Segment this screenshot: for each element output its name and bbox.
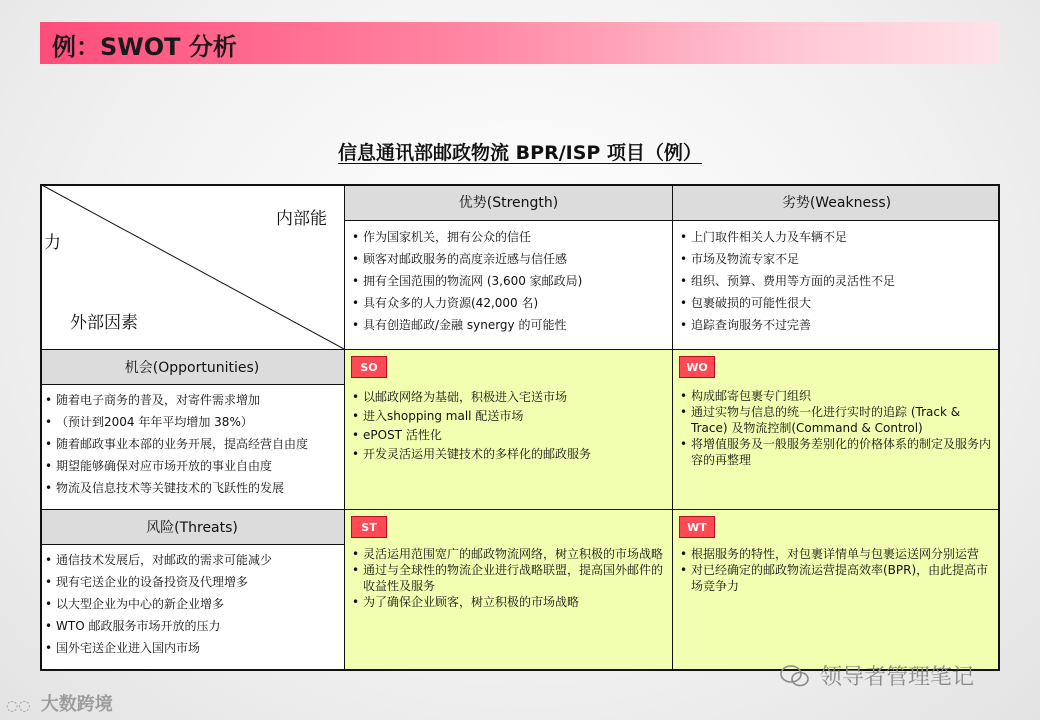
list-item: • 具有众多的人力资源(42,000 名) (351, 292, 666, 314)
title-bar (40, 22, 1000, 64)
wechat-icon (780, 665, 810, 687)
list-item: • 具有创造邮政/金融 synergy 的可能性 (351, 314, 666, 336)
opportunities-list (44, 389, 340, 499)
list-item: • 为了确保企业顾客，树立积极的市场战略 (351, 594, 663, 610)
weakness-cell (673, 221, 1000, 349)
internal-label-wrap: 力 (44, 233, 61, 253)
corner-cell (40, 184, 344, 349)
list-item: • 以邮政网络为基础，积极进入宅送市场 (351, 388, 663, 407)
opportunities-cell (40, 385, 344, 509)
wo-list (679, 388, 991, 468)
subtitle-text: 信息通讯部邮政物流 BPR/ISP 项目（例） (338, 142, 702, 164)
strength-header (345, 184, 672, 220)
wt-list (679, 546, 991, 594)
grid-line (40, 509, 1000, 510)
so-cell (345, 350, 672, 509)
list-item: • 物流及信息技术等关键技术的飞跃性的发展 (44, 477, 340, 499)
grid-line (344, 184, 345, 671)
list-item: • 随着电子商务的普及，对寄件需求增加 (44, 389, 340, 411)
list-item: • 顾客对邮政服务的高度亲近感与信任感 (351, 248, 666, 270)
so-tag: SO (351, 356, 387, 378)
so-list (351, 388, 663, 464)
grid-line (40, 544, 344, 545)
threats-header-text: 风险(Threats) (146, 520, 238, 536)
opportunities-header-text: 机会(Opportunities) (124, 360, 260, 376)
watermark-logo-icon: ◌◌ (6, 698, 31, 714)
list-item: • WTO 邮政服务市场开放的压力 (44, 615, 340, 637)
weakness-header-text: 劣势(Weakness) (781, 195, 892, 211)
list-item: • 作为国家机关，拥有公众的信任 (351, 226, 666, 248)
list-item: • 随着邮政事业本部的业务开展，提高经营自由度 (44, 433, 340, 455)
list-item: • 国外宅送企业进入国内市场 (44, 637, 340, 659)
strength-header-text: 优势(Strength) (458, 195, 559, 211)
list-item: • 期望能够确保对应市场开放的事业自由度 (44, 455, 340, 477)
list-item: • 开发灵活运用关键技术的多样化的邮政服务 (351, 445, 663, 464)
page-title: 例：SWOT 分析 (52, 33, 237, 61)
wo-cell (673, 350, 1000, 509)
list-item: • 包裹破损的可能性很大 (679, 292, 994, 314)
wt-cell (673, 510, 1000, 671)
grid-line (344, 220, 1000, 221)
list-item: • 拥有全国范围的物流网 (3,600 家邮政局) (351, 270, 666, 292)
strength-list (351, 226, 666, 336)
wt-tag: WT (679, 516, 715, 538)
strength-cell (345, 221, 672, 349)
list-item: • 构成邮寄包裹专门组织 (679, 388, 991, 404)
list-item: • 通过与全球性的物流企业进行战略联盟，提高国外邮件的收益性及服务 (351, 562, 663, 594)
external-label: 外部因素 (70, 313, 138, 333)
opportunities-header (40, 350, 344, 384)
threats-list (44, 549, 340, 659)
list-item: • 进入shopping mall 配送市场 (351, 407, 663, 426)
list-item: • 市场及物流专家不足 (679, 248, 994, 270)
list-item: • 上门取件相关人力及车辆不足 (679, 226, 994, 248)
list-item: • 对已经确定的邮政物流运营提高效率(BPR)，由此提高市场竞争力 (679, 562, 991, 594)
watermark-right (780, 660, 974, 691)
list-item: • 根据服务的特性，对包裹详情单与包裹运送网分别运营 (679, 546, 991, 562)
st-list (351, 546, 663, 610)
grid-line (40, 384, 344, 385)
watermark-left (6, 690, 113, 716)
list-item: • ePOST 活性化 (351, 426, 663, 445)
watermark-left-text: 大数跨境 (40, 694, 113, 715)
st-cell (345, 510, 672, 671)
grid-line (672, 184, 673, 671)
internal-label: 内部能 (276, 209, 327, 229)
list-item: • 通信技术发展后，对邮政的需求可能减少 (44, 549, 340, 571)
list-item-continuation: • （预计到2004 年年平均增加 38%） (44, 411, 340, 433)
list-item: • 通过实物与信息的统一化进行实时的追踪 (Track & Trace) 及物流控制(Command & Control) (679, 404, 991, 436)
list-item: • 现有宅送企业的设备投资及代理增多 (44, 571, 340, 593)
threats-header (40, 510, 344, 544)
weakness-list (679, 226, 994, 336)
grid-line (40, 349, 1000, 350)
list-item: • 将增值服务及一般服务差别化的价格体系的制定及服务内容的再整理 (679, 436, 991, 468)
list-item: • 以大型企业为中心的新企业增多 (44, 593, 340, 615)
list-item: • 灵活运用范围宽广的邮政物流网络，树立积极的市场战略 (351, 546, 663, 562)
wo-tag: WO (679, 356, 715, 378)
swot-grid (40, 184, 1000, 671)
st-tag: ST (351, 516, 387, 538)
subtitle (0, 138, 1040, 165)
watermark-right-text: 领导者管理笔记 (820, 665, 975, 690)
weakness-header (673, 184, 1000, 220)
list-item: • 组织、预算、费用等方面的灵活性不足 (679, 270, 994, 292)
threats-cell (40, 545, 344, 671)
list-item: • 追踪查询服务不过完善 (679, 314, 994, 336)
